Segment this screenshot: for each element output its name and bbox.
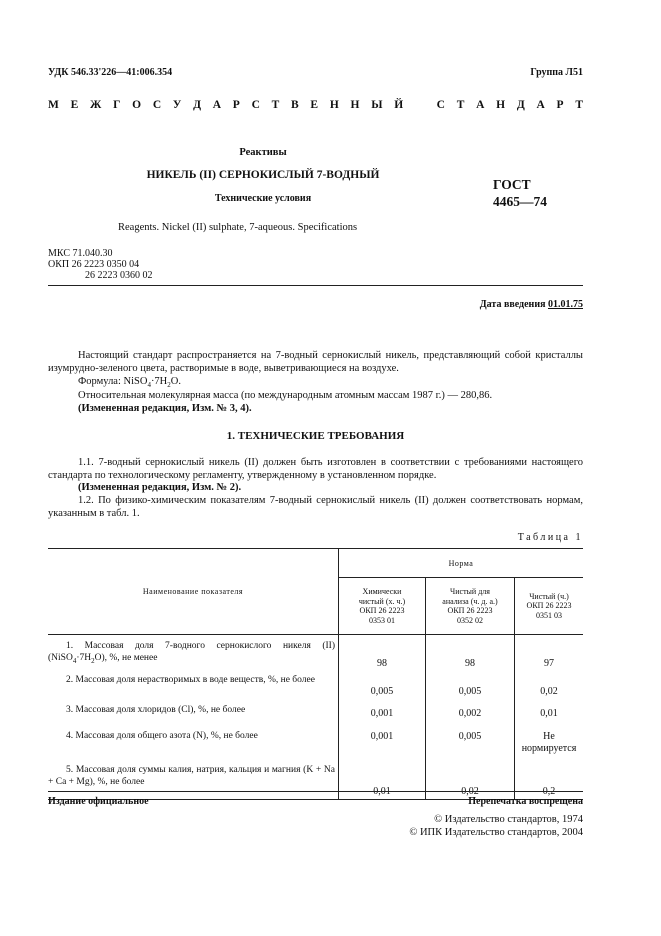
subheader-line: анализа (ч. д. а.) bbox=[442, 596, 498, 606]
cell-value: 0,002 bbox=[426, 699, 515, 729]
column-header-name: Наименование показателя bbox=[48, 549, 339, 635]
column-header-analytical-grade bbox=[426, 578, 515, 635]
subheader-line: Чистый для bbox=[450, 587, 490, 596]
banner-letter: Т bbox=[456, 99, 465, 111]
banner-letter: С bbox=[251, 99, 260, 111]
cell-value: 0,01 bbox=[339, 757, 426, 800]
banner-letter: В bbox=[291, 99, 299, 111]
banner-letter: Р bbox=[232, 99, 240, 111]
footer-divider bbox=[48, 791, 583, 792]
clause-1-1: 1.1. 7-водный сернокислый никель (II) должен быть изготовлен в соответствии с требованиями настоящего стандарта по технологическому регламенту, утвержденному в установленном порядке. bbox=[48, 457, 583, 481]
subheader-line: Химически bbox=[362, 587, 402, 596]
intro-paragraph: Настоящий стандарт распространяется на 7-водный сернокислый никель, представляющий собой кристаллы изумрудно-зеленого цвета, растворимые в воде, выветривающиеся на воздухе. bbox=[48, 350, 583, 374]
banner-letter: Й bbox=[394, 99, 404, 111]
banner-letter: О bbox=[132, 99, 142, 111]
cell-value: 0,005 bbox=[339, 671, 426, 699]
cell-value: 0,005 bbox=[426, 729, 515, 757]
banner-letter: Е bbox=[310, 99, 319, 111]
banner-letter: Ж bbox=[90, 99, 102, 111]
banner-letter: Д bbox=[193, 99, 202, 111]
document-title: НИКЕЛЬ (II) СЕРНОКИСЛЫЙ 7-ВОДНЫЙ bbox=[146, 169, 380, 181]
cell-value: 0,02 bbox=[426, 757, 515, 800]
cell-value: 0,01 bbox=[540, 707, 558, 719]
cell-value: 0,005 bbox=[426, 671, 515, 699]
row-name-subscript: 4 bbox=[72, 656, 77, 665]
subheader-line: Чистый (ч.) bbox=[529, 591, 569, 601]
subheader-line: 0352 02 bbox=[457, 615, 483, 625]
amendment-note: (Измененная редакция, Изм. № 3, 4). bbox=[78, 403, 252, 414]
banner-letter: А bbox=[212, 99, 222, 111]
banner-letter: С bbox=[152, 99, 162, 111]
table-row bbox=[48, 635, 583, 672]
formula-subscript: 4 bbox=[147, 381, 151, 390]
date-label: Дата введения bbox=[479, 299, 546, 310]
formula-text: O. bbox=[170, 376, 181, 387]
header-divider bbox=[48, 285, 583, 286]
cell-value: 97 bbox=[544, 658, 554, 669]
banner-letter: У bbox=[172, 99, 182, 111]
okp-code-1: ОКП 26 2223 0350 04 bbox=[48, 259, 140, 270]
table-row bbox=[48, 757, 583, 800]
banner-gap bbox=[415, 99, 425, 111]
row-name-text: 2. Массовая доля нерастворимых в воде веществ, %, не более bbox=[66, 675, 315, 685]
cell-value: 98 bbox=[339, 635, 426, 672]
cell-value-line: Не bbox=[543, 731, 555, 742]
cell-value-not-regulated bbox=[515, 729, 584, 757]
copyright bbox=[409, 814, 583, 839]
copyright-line-2: © ИПК Издательство стандартов, 2004 bbox=[409, 826, 583, 838]
row-name bbox=[48, 635, 339, 672]
mks-code: МКС 71.040.30 bbox=[48, 248, 113, 259]
requirements-table bbox=[48, 548, 583, 800]
section-heading: 1. ТЕХНИЧЕСКИЕ ТРЕБОВАНИЯ bbox=[226, 430, 405, 442]
reprint-prohibited: Перепечатка воспрещена bbox=[468, 796, 583, 807]
subheader-line: ОКП 26 2223 bbox=[526, 601, 572, 611]
gost-designation bbox=[493, 176, 547, 210]
category-label: Реактивы bbox=[239, 147, 287, 158]
formula-line bbox=[78, 376, 181, 389]
row-name-text: ·7H bbox=[76, 652, 92, 663]
subheader-line: ОКП 26 2223 bbox=[359, 606, 405, 615]
subheader-line: 0353 01 bbox=[369, 615, 395, 625]
cell-value: 0,02 bbox=[540, 686, 558, 697]
clause-1-2: 1.2. По физико-химическим показателям 7-водный сернокислый никель (II) должен соответствовать нормам, указанным в табл. 1. bbox=[48, 495, 583, 519]
banner-letter: Т bbox=[575, 99, 583, 111]
row-name-text: 1. Массовая доля 7-водного сернокислого никеля (II) (NiSO bbox=[48, 641, 335, 663]
row-name bbox=[48, 757, 339, 800]
molecular-mass: Относительная молекулярная масса (по международным атомным массам 1987 г.) — 280,86. bbox=[78, 390, 493, 401]
udk-code: УДК 546.33'226—41:006.354 bbox=[48, 67, 173, 78]
official-edition: Издание официальное bbox=[48, 796, 149, 807]
row-name bbox=[48, 699, 339, 729]
gost-number: 4465—74 bbox=[493, 194, 547, 209]
row-name-text: 5. Массовая доля суммы калия, натрия, кальция и магния (K + Na + Ca + Mg), %, не более bbox=[48, 765, 335, 787]
banner-letter: Ы bbox=[371, 99, 383, 111]
row-name-text: O), %, не менее bbox=[94, 652, 158, 663]
table-label: Таблица 1 bbox=[517, 532, 583, 543]
formula-subscript: 2 bbox=[167, 381, 171, 390]
cell-value: 0,001 bbox=[339, 729, 426, 757]
column-header-norm: Норма bbox=[339, 549, 584, 578]
banner-letter: Р bbox=[556, 99, 564, 111]
date-value: 01.01.75 bbox=[548, 299, 583, 310]
banner-letter: А bbox=[536, 99, 545, 111]
banner-letter: Н bbox=[350, 99, 360, 111]
row-name bbox=[48, 671, 339, 699]
copyright-line-1: © Издательство стандартов, 1974 bbox=[434, 814, 583, 825]
table-row bbox=[48, 671, 583, 699]
cell-value: 0,2 bbox=[542, 786, 556, 797]
banner-letter: Н bbox=[496, 99, 506, 111]
introduction-date bbox=[480, 299, 583, 310]
banner-letter: С bbox=[436, 99, 445, 111]
banner-letter: Д bbox=[516, 99, 525, 111]
row-name bbox=[48, 729, 339, 757]
subheader-line: чистый (х. ч.) bbox=[358, 596, 406, 606]
formula-text: Формула: NiSO bbox=[78, 376, 148, 387]
table-row bbox=[48, 729, 583, 757]
row-name-subscript: 2 bbox=[91, 656, 95, 665]
document-subtitle: Технические условия bbox=[214, 193, 312, 204]
column-header-pure bbox=[515, 578, 584, 635]
banner-letter: Е bbox=[70, 99, 79, 111]
banner-letter: М bbox=[48, 99, 59, 111]
subheader-line: 0351 03 bbox=[536, 610, 562, 620]
banner-letter: Н bbox=[329, 99, 339, 111]
banner-letter: А bbox=[476, 99, 485, 111]
cell-value: 0,001 bbox=[339, 699, 426, 729]
formula-text: ·7H bbox=[150, 376, 168, 387]
banner-letter: Г bbox=[113, 99, 121, 111]
table-row bbox=[48, 699, 583, 729]
classification-codes bbox=[48, 248, 153, 281]
column-header-chemically-pure bbox=[339, 578, 426, 635]
okp-code-2: 26 2223 0360 02 bbox=[85, 270, 153, 281]
cell-value: 98 bbox=[426, 635, 515, 672]
row-name-text: 3. Массовая доля хлоридов (Cl), %, не более bbox=[66, 705, 246, 715]
group-code: Группа Л51 bbox=[530, 67, 583, 78]
subheader-line: ОКП 26 2223 bbox=[447, 606, 493, 615]
interstate-standard-banner bbox=[48, 99, 583, 111]
row-name-text: 4. Массовая доля общего азота (N), %, не более bbox=[66, 731, 258, 741]
table-header-row bbox=[48, 549, 583, 578]
gost-label: ГОСТ bbox=[493, 177, 531, 192]
banner-letter: Т bbox=[271, 99, 280, 111]
amendment-note: (Измененная редакция, Изм. № 2). bbox=[78, 482, 242, 493]
english-title: Reagents. Nickel (II) sulphate, 7-aqueous. Specifications bbox=[118, 222, 358, 233]
cell-value-line: нормируется bbox=[521, 743, 577, 754]
